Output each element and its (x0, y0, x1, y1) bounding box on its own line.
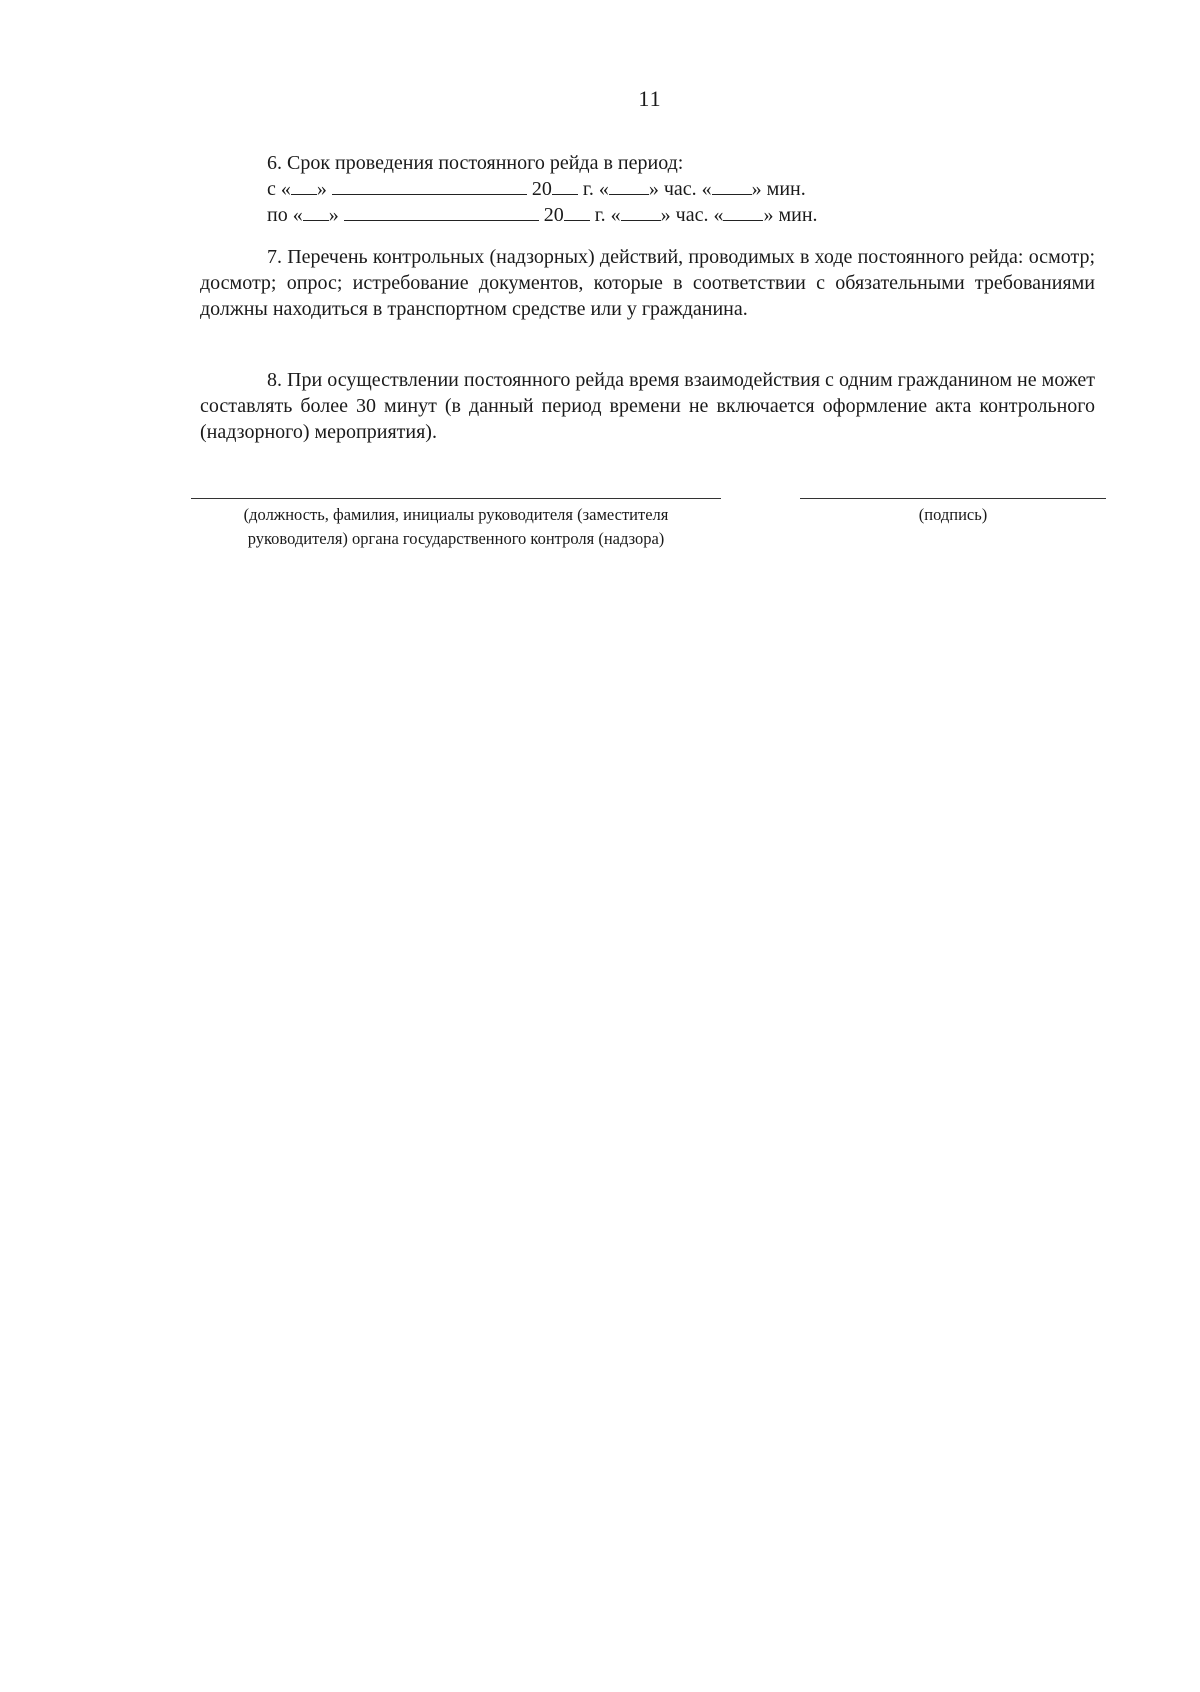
from-hour-field[interactable] (609, 176, 649, 195)
official-caption-line-2: руководителя) органа государственного контроля (надзора) (247, 529, 665, 548)
to-hour-field[interactable] (621, 202, 661, 221)
from-year-field[interactable] (552, 176, 578, 195)
to-year-field[interactable] (564, 202, 590, 221)
from-prefix: с « (267, 178, 291, 200)
to-minute-field[interactable] (723, 202, 763, 221)
official-signature-line[interactable] (191, 498, 721, 499)
period-to-row (200, 202, 1095, 228)
from-year-prefix: 20 (531, 178, 552, 200)
section-7-paragraph: 7. Перечень контрольных (надзорных) действий, проводимых в ходе постоянного рейда: осмотр; досмотр; опрос; истребование документов, которые в соответствии с обязательными требованиями должны находиться в транспортном средстве или у гражданина. (200, 246, 1095, 320)
signature-caption: (подпись) (918, 505, 988, 524)
section-8-paragraph: 8. При осуществлении постоянного рейда время взаимодействия с одним гражданином не может составлять более 30 минут (в данный период времени не включается оформление акта контрольного (надзорного) мероприятия). (200, 369, 1095, 443)
official-caption-line-1: (должность, фамилия, инициалы руководителя (заместителя (243, 505, 669, 524)
signature-line[interactable] (800, 498, 1106, 499)
to-year-prefix: 20 (543, 204, 564, 226)
official-caption (191, 503, 721, 551)
to-hour-suffix: » час. « (660, 204, 724, 226)
period-from-row (200, 176, 1095, 202)
to-prefix: по « (267, 204, 303, 226)
to-month-field[interactable] (344, 202, 539, 221)
from-year-suffix: г. « (582, 178, 609, 200)
page-number: 11 (638, 86, 662, 111)
from-hour-suffix: » час. « (648, 178, 712, 200)
to-year-suffix: г. « (594, 204, 621, 226)
section-7-actions (200, 244, 1095, 322)
from-day-field[interactable] (291, 176, 317, 195)
from-minute-suffix: » мин. (751, 178, 806, 200)
section-6-period (200, 150, 1095, 228)
section-6-heading: 6. Срок проведения постоянного рейда в период: (267, 152, 684, 174)
section-8-interaction-time (200, 367, 1095, 445)
from-day-close: » (316, 178, 327, 200)
from-month-field[interactable] (332, 176, 527, 195)
from-minute-field[interactable] (712, 176, 752, 195)
to-day-close: » (328, 204, 339, 226)
to-minute-suffix: » мин. (763, 204, 818, 226)
to-day-field[interactable] (303, 202, 329, 221)
